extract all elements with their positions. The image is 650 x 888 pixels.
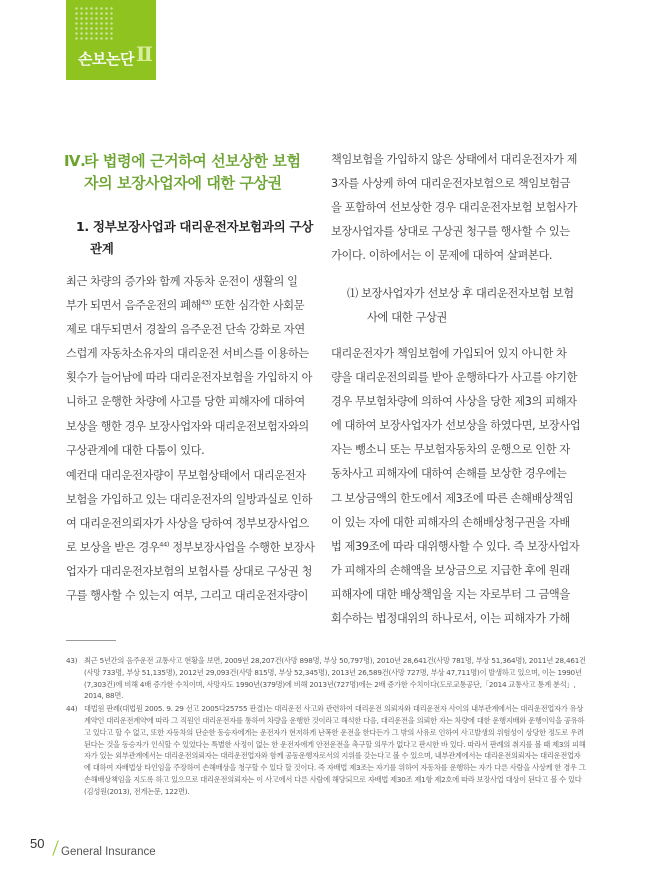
sub-item-title-line2: 사에 대한 구상권 (367, 311, 448, 324)
footnote-43 (66, 655, 586, 702)
footnote-number: 44) (66, 704, 78, 714)
section-label: 손보논단 (78, 50, 134, 68)
footnote-ref-44: 44) (159, 540, 170, 549)
subsection-title-line1: 정부보장사업과 대리운전자보험과의 구상 (92, 219, 313, 234)
section-title-line1: 타 법령에 근거하여 선보상한 보험 (84, 152, 301, 170)
section-tab (66, 0, 156, 80)
footnote-44 (66, 703, 586, 797)
sub-item-title-line1: 보장사업자가 선보상 후 대리운전자보험 보험 (361, 287, 574, 300)
page-number: 50 (30, 836, 45, 851)
section-title-line2: 자의 보장사업자에 대한 구상권 (84, 174, 282, 192)
left-paragraph-1-rest: 또한 심각한 사회문 제로 대두되면서 경찰의 음주운전 단속 강화로 자연 스럽게 자동차소유자의 대리운전 서비스를 이용하는 횟수가 늘어남에 따라 대리운전자보험을 가입하지 아 니하고 운행한 차량에 사고를 당한 피해자에 대하여 보상을 행한 경우 보장사업자와 대리운전보험자와의 구상관계에 대한 다툼이 있다. (66, 299, 313, 457)
section-roman-numeral: Ⅱ (136, 42, 153, 66)
sub-item-heading (347, 282, 587, 330)
footnote-text: 대법원 판례(대법원 2005. 9. 29 선고 2005다25755 판결)는 대리운전 사고와 관련하여 대리운전 의뢰자와 대리운전자 사이의 내부관계에서는 대리운전업자가 유상계약인 대리운전계약에 따라 그 직원인 대리운전자를 통하여 차량을 운행한 것이라고 해석한 다음, 대리운전을 의뢰한 자는 차량에 대한 운행지배와 운행이익을 공유하고 있다고 할 수 없고, 또한 자동차의 단순한 동승자에게는 운전자가 현저하게 난폭한 운전을 한다든가 그 밖의 사유로 인하여 사고발생의 위험성이 상당한 정도로 우려된다는 것을 동승자가 인식할 수 있었다는 특별한 사정이 없는 한 운전자에게 안전운전을 촉구할 의무가 없다고 판시한 바 있다. 따라서 판례의 취지를 볼 때 제3의 피해자가 있는 외부관계에서는 대리운전의뢰자는 대리운전업자와 함께 공동운행자로서의 지위를 갖는다고 볼 수 있으며, 내부관계에서는 대리운전의뢰자는 대리운전업자에 대하여 자배법상 타인임을 주장하여 손해배상을 청구할 수 있다 할 것이다. 즉 자배법 제3조는 자기를 위하여 자동차를 운행하는 자가 다른 사람을 사상케 한 경우 그 손해배상책임을 지도록 하고 있으므로 대리운전의뢰자는 이 사고에서 다른 사람에 해당되므로 자배법 제30조 제1항 제2호에 따라 보장사업 대상이 된다고 볼 수 있다(김성원(2013), 전게논문, 122면). (84, 704, 586, 796)
section-number: Ⅳ. (64, 152, 86, 170)
left-paragraph-1 (66, 270, 320, 463)
footnote-number: 43) (66, 656, 78, 665)
footnotes (66, 655, 586, 799)
left-paragraph-2-rest: 정부보장사업을 수행한 보장사 업자가 대리운전자보험의 보험사를 상대로 구상권 청 구를 행사할 수 있는지 여부, 그리고 대리운전자량이 (66, 541, 315, 603)
left-paragraph-2-text: 예컨대 대리운전자량이 무보험상태에서 대리운전자 보험을 가입하고 있는 대리운전자의 일방과실로 인하 여 대리운전의뢰자가 사상을 당하여 정부보장사업으 로 보상을 받은 경우 (66, 469, 313, 555)
subsection-number: 1. (76, 219, 89, 234)
right-paragraph-1: 책임보험을 가입하지 않은 상태에서 대리운전자가 제 3자를 사상케 하여 대리운전자보험으로 책임보험금 을 포함하여 선보상한 경우 대리운전자보험 보험사가 보장사업자를 상대로 구상권 청구를 행사할 수 있는 가이다. 이하에서는 이 문제에 대하여 살펴본다. (331, 153, 578, 263)
left-paragraph-1-text: 최근 차량의 증가와 함께 자동차 운전이 생활의 일 부가 되면서 음주운전의 폐해 (66, 275, 298, 313)
publication-name: General Insurance (61, 846, 156, 858)
right-paragraph-2: 대리운전자가 책임보험에 가입되어 있지 아니한 차 량을 대리운전의뢰를 받아 운행하다가 사고를 야기한 경우 무보험차량에 의하여 사상을 당한 제3의 피해자 에 대하여 보장사업자가 선보상을 하였다면, 보장사업 자는 뺑소니 또는 무보험자동차의 운행으로 인한 자 동차사고 피해자에 대하여 손해를 보상한 경우에는 그 보상금액의 한도에서 제3조에 따른 손해배상책임 이 있는 자에 대한 피해자의 손해배상청구권을 자배 법 제39조에 따라 대위행사할 수 있다. 즉 보장사업자 가 피해자의 손해액을 보상금으로 지급한 후에 원래 피해자에 대한 배상책임을 지는 자로부터 그 금액을 회수하는 법정대위의 하나로서, 이는 피해자가 가해 (331, 347, 581, 626)
section-heading (64, 150, 324, 194)
footnote-divider (66, 640, 116, 641)
left-paragraph-2 (66, 464, 320, 609)
footnote-text: 최근 5년간의 음주운전 교통사고 현황을 보면, 2009년 28,207건(사망 898명, 부상 50,797명), 2010년 28,641건(사망 781명, 부상 51,364명), 2011년 28,461건(사망 733명, 부상 51,135명), 2012년 29,093건(사망 815명, 부상 52,345명), 2013년 26,589건(사망 727명, 부상 47,711명)이 발생하고 있으며, 이는 1990년(7,303건)에 비해 4배 증가한 수치이며, 사망자도 1990년(379명)에 비해 2013년(727명)에는 2배 증가한 수치이다(도로교통공단,「2014 교통사고 통계 분석」, 2014, 88면. (84, 656, 586, 701)
footnote-ref-43: 43) (201, 298, 211, 307)
page-separator (52, 840, 58, 855)
dot-pattern-decoration (74, 6, 114, 42)
sub-item-number: ⑴ (347, 287, 358, 300)
subsection-title-line2: 관계 (90, 241, 114, 256)
subsection-heading (76, 216, 320, 260)
